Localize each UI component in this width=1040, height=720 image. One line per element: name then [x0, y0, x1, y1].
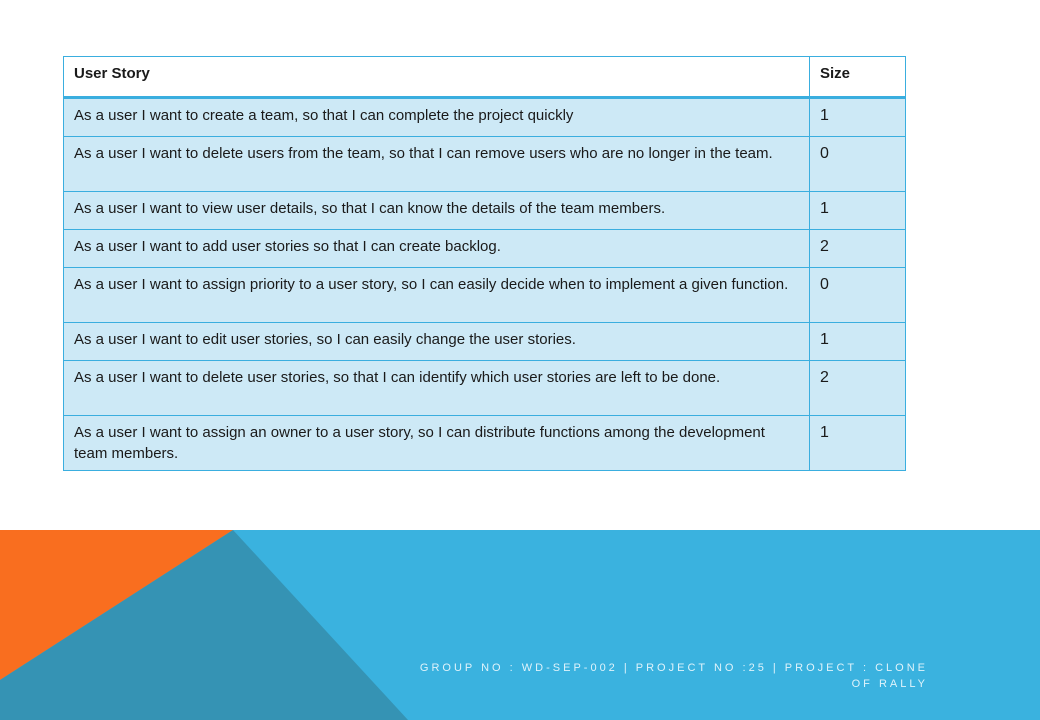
user-story-cell: As a user I want to create a team, so that I can complete the project quickly	[64, 98, 810, 137]
user-story-cell: As a user I want to delete users from the team, so that I can remove users who are no longer in the team.	[64, 137, 810, 192]
size-cell: 1	[810, 323, 906, 361]
column-header-size: Size	[810, 57, 906, 98]
footer-banner	[0, 530, 1040, 720]
user-story-cell: As a user I want to view user details, so that I can know the details of the team members.	[64, 192, 810, 230]
size-cell: 0	[810, 137, 906, 192]
table-row	[64, 137, 906, 192]
footer-caption: GROUP NO : WD-SEP-002 | PROJECT NO :25 | PROJECT : CLONE OF RALLY	[419, 662, 928, 690]
size-cell: 1	[810, 416, 906, 471]
user-story-cell: As a user I want to edit user stories, so I can easily change the user stories.	[64, 323, 810, 361]
user-story-cell: As a user I want to add user stories so that I can create backlog.	[64, 230, 810, 268]
table-row	[64, 230, 906, 268]
size-cell: 0	[810, 268, 906, 323]
user-story-cell: As a user I want to assign an owner to a user story, so I can distribute functions among the development team members.	[64, 416, 810, 471]
column-header-user-story: User Story	[64, 57, 810, 98]
size-cell: 1	[810, 98, 906, 137]
table-header-row	[64, 57, 906, 98]
user-story-table	[63, 56, 906, 471]
table-row	[64, 323, 906, 361]
user-story-cell: As a user I want to assign priority to a user story, so I can easily decide when to implement a given function.	[64, 268, 810, 323]
table-row	[64, 268, 906, 323]
size-cell: 2	[810, 230, 906, 268]
size-cell: 2	[810, 361, 906, 416]
table-row	[64, 416, 906, 471]
user-story-cell: As a user I want to delete user stories, so that I can identify which user stories are left to be done.	[64, 361, 810, 416]
size-cell: 1	[810, 192, 906, 230]
table-row	[64, 192, 906, 230]
table-row	[64, 98, 906, 137]
table-row	[64, 361, 906, 416]
